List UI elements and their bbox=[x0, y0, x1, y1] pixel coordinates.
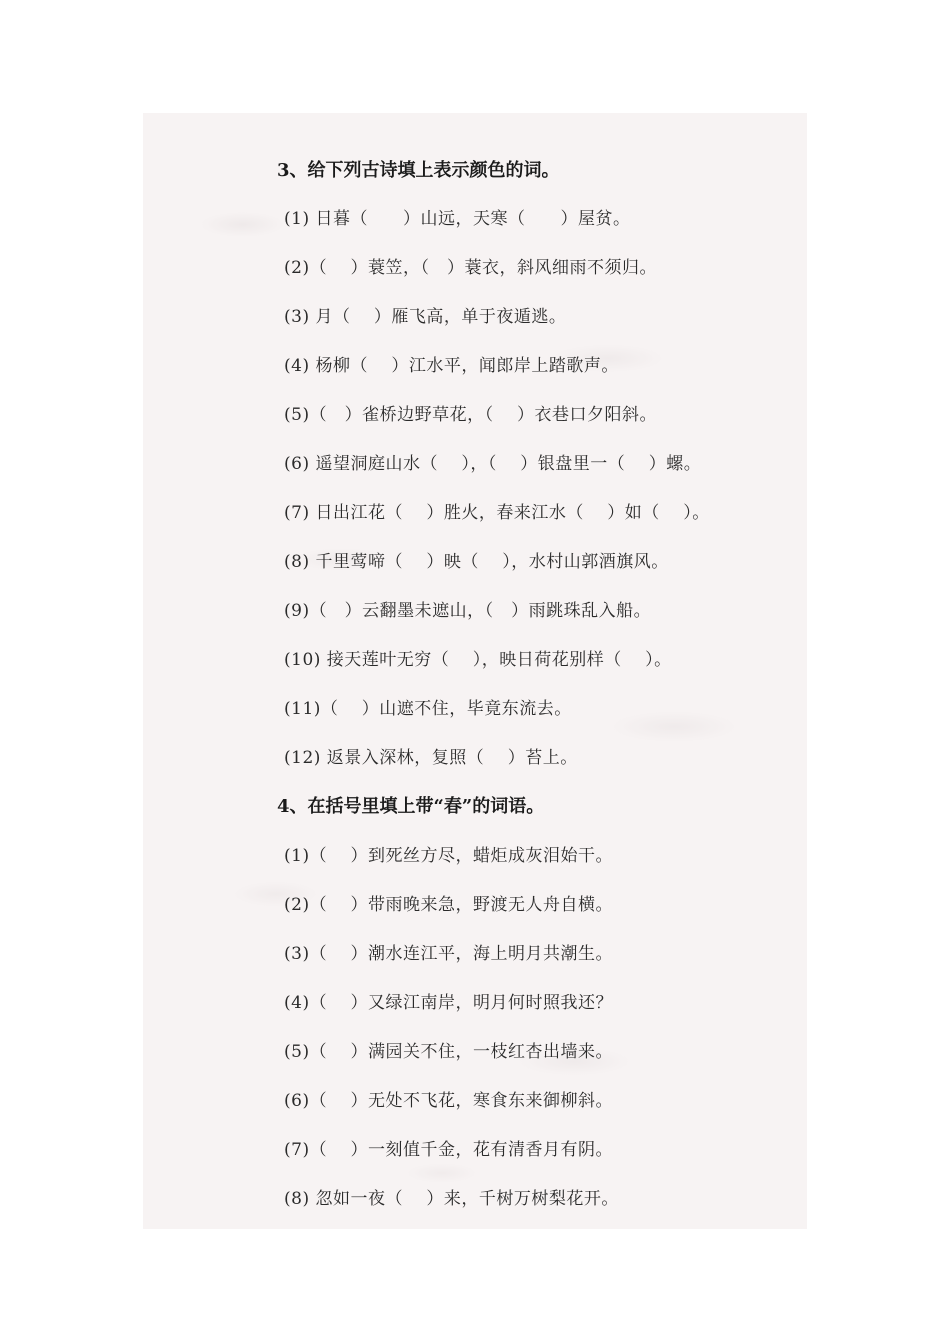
s4-item-6: (6)（ ）无处不飞花，寒食东来御柳斜。 bbox=[284, 1091, 613, 1111]
s3-item-11: (11)（ ）山遮不住，毕竟东流去。 bbox=[284, 699, 572, 719]
s3-item-12: (12) 返景入深林，复照（ ）苔上。 bbox=[284, 748, 578, 768]
s3-item-7: (7) 日出江花（ ）胜火，春来江水（ ）如（ ）。 bbox=[284, 503, 710, 523]
s4-item-7: (7)（ ）一刻值千金，花有清香月有阴。 bbox=[284, 1140, 613, 1160]
s3-item-6: (6) 遥望洞庭山水（ ），（ ）银盘里一（ ）螺。 bbox=[284, 454, 702, 474]
s4-item-1: (1)（ ）到死丝方尽，蜡炬成灰泪始干。 bbox=[284, 846, 613, 866]
s4-item-4: (4)（ ）又绿江南岸，明月何时照我还？ bbox=[284, 993, 613, 1013]
s3-item-8: (8) 千里莺啼（ ）映（ ），水村山郭酒旗风。 bbox=[284, 552, 669, 572]
s3-item-3: (3) 月（ ）雁飞高，单于夜遁逃。 bbox=[284, 307, 567, 327]
s3-item-4: (4) 杨柳（ ）江水平，闻郎岸上踏歌声。 bbox=[284, 356, 619, 376]
s4-item-8: (8) 忽如一夜（ ）来，千树万树梨花开。 bbox=[284, 1189, 619, 1209]
s4-item-3: (3)（ ）潮水连江平，海上明月共潮生。 bbox=[284, 944, 613, 964]
s3-item-10: (10) 接天莲叶无穷（ ），映日荷花别样（ ）。 bbox=[284, 650, 672, 670]
section-4-heading: 4、在括号里填上带“春”的词语。 bbox=[277, 796, 545, 817]
s3-item-1: (1) 日暮（ ）山远，天寒（ ）屋贫。 bbox=[284, 209, 631, 229]
section-3-heading: 3、给下列古诗填上表示颜色的词。 bbox=[277, 160, 560, 181]
s4-item-2: (2)（ ）带雨晚来急，野渡无人舟自横。 bbox=[284, 895, 613, 915]
s3-item-5: (5)（ ）雀桥边野草花，（ ）衣巷口夕阳斜。 bbox=[284, 405, 657, 425]
s3-item-2: (2)（ ）蓑笠，（ ）蓑衣，斜风细雨不须归。 bbox=[284, 258, 657, 278]
s4-item-5: (5)（ ）满园关不住，一枝红杏出墙来。 bbox=[284, 1042, 613, 1062]
s3-item-9: (9)（ ）云翻墨未遮山，（ ）雨跳珠乱入船。 bbox=[284, 601, 652, 621]
